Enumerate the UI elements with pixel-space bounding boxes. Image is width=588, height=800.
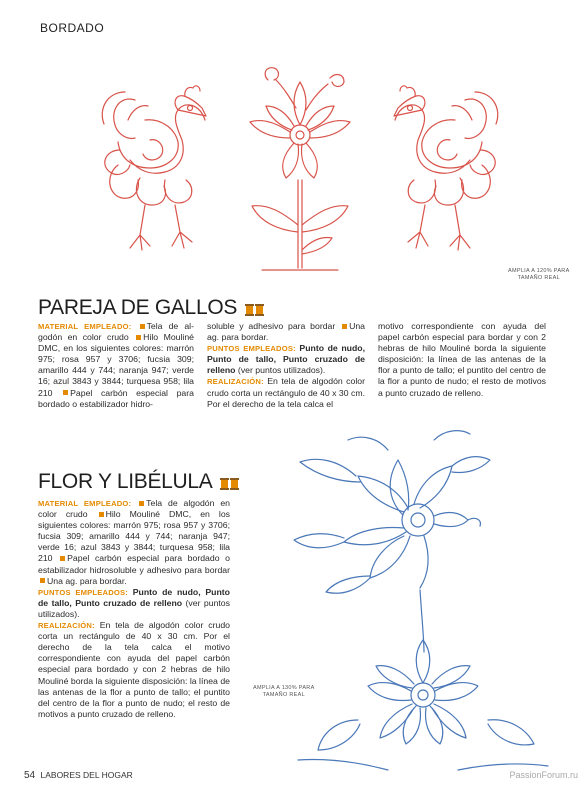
article2-body	[38, 498, 230, 720]
article1-stitches-rest: (ver puntos utilizados).	[237, 365, 326, 376]
article1-col3	[378, 321, 546, 399]
scale-note-1-line2: TAMAÑO REAL	[517, 275, 560, 281]
article1-title: PAREJA DE GALLOS	[38, 296, 238, 319]
article2-material-1: Tela de algodón en color crudo	[38, 498, 230, 520]
article2-material-3: Papel carbón especial para bordado o estabilizador hidrosoluble y adhesivo para bordar	[38, 553, 230, 575]
article1-material-3: Papel carbón especial para bordado o estabilizador hidro-	[38, 387, 194, 409]
article2-realization-label: REALIZACIÓN:	[38, 621, 95, 631]
article2-realization-text: En tela de algodón color crudo corta un rectángulo de 40 x 30 cm. Por el derecho de la tela calca el motivo correspondiente con ayuda del papel carbón especial para bordado y con 2 hebras de hilo Mouliné borda la siguiente disposición: la línea de las antenas de la flor a punto de tallo; el puntito del centro de la flor a punto de nudo; el resto de motivos a punto cruzado de relleno.	[38, 620, 230, 719]
article1-material-label: MATERIAL EMPLEADO:	[38, 322, 132, 331]
article2-stitches-label: PUNTOS EMPLEADOS:	[38, 587, 128, 597]
bullet-square-icon	[342, 324, 347, 329]
article2-stitches-rest: (ver puntos utilizados).	[38, 597, 230, 619]
bullet-square-icon	[99, 512, 104, 517]
scale-note-2-line1: AMPLIA A 130% PARA	[253, 685, 315, 691]
article2-stitches-bold: Punto de nudo, Punto de tallo, Punto cruzado de relleno	[38, 586, 230, 608]
scale-note-2-line2: TAMAÑO REAL	[262, 692, 305, 698]
flower-dragonfly-pattern-illustration	[238, 420, 588, 780]
bullet-square-icon	[63, 390, 68, 395]
bullet-square-icon	[136, 335, 141, 340]
bullet-square-icon	[60, 556, 65, 561]
article1-realization-label: REALIZACIÓN:	[207, 377, 264, 387]
scale-note-1	[508, 268, 570, 282]
article1-realization-text: En tela de algodón color crudo corta un rectángulo de 40 x 30 cm. Por el derecho de la tela calca el	[207, 376, 366, 409]
rooster-pattern-illustration	[0, 0, 588, 300]
lower-flower-motif	[298, 640, 548, 770]
article1-col1	[38, 321, 194, 410]
page-number: 54	[24, 770, 36, 781]
dragonfly-motif	[294, 431, 490, 594]
thread-spools-icon	[245, 304, 265, 316]
article1-heading	[38, 296, 265, 320]
scale-note-2	[253, 685, 315, 699]
left-rooster-motif	[102, 86, 206, 250]
page-footer	[24, 770, 133, 781]
bullet-square-icon	[140, 324, 145, 329]
magazine-name: LABORES DEL HOGAR	[40, 770, 133, 780]
article2-title: FLOR Y LIBÉLULA	[38, 470, 213, 493]
article2-material-4: Una ag. para bordar.	[47, 575, 127, 586]
article2-material-2: Hilo Mouliné DMC, en los siguientes colores: marrón 975; rosa 957 y 3706; fucsia 309; amarillo 444 y 744; naranja 947; verde 16; azul 3843 y 3844; turquesa 958; lila 210	[38, 509, 230, 564]
article2-material-label: MATERIAL EMPLEADO:	[38, 499, 132, 508]
article1-stitches-bold: Punto de nudo, Punto de tallo, Punto cruzado de relleno	[207, 343, 365, 376]
article1-stitches-label: PUNTOS EMPLEADOS:	[207, 344, 296, 354]
article1-col2	[207, 321, 365, 410]
article1-material-3-cont: soluble y adhesivo para bordar	[207, 321, 336, 331]
watermark: PassionForum.ru	[509, 770, 578, 780]
right-rooster-motif	[394, 86, 498, 250]
section-tag: BORDADO	[40, 21, 105, 35]
article1-material-1: Tela de al-godón en color crudo	[38, 321, 194, 343]
bullet-square-icon	[40, 578, 45, 583]
article2-heading	[38, 470, 240, 494]
scale-note-1-line1: AMPLIA A 120% PARA	[508, 268, 570, 274]
center-flower-motif	[250, 68, 350, 270]
article1-material-4: Una ag. para bordar.	[207, 321, 365, 343]
article1-col3-text: motivo correspondiente con ayuda del papel carbón especial para bordar y con 2 hebras de hilo Mouliné borda la siguiente disposición: la línea de las antenas de la flor a punto de tallo; el puntito del centro de la flor a punto de nudo; el resto de motivos a punto cruzado de relleno.	[378, 321, 546, 398]
thread-spools-icon	[220, 478, 240, 490]
bullet-square-icon	[139, 501, 144, 506]
article1-material-2: Hilo Mouliné DMC, en los siguientes colores: marrón 975; rosa 957 y 3706; fucsia 309; amarillo 444 y 744; naranja 947; verde 16; azul 3843 y 3844; turquesa 958; lila 210	[38, 332, 195, 398]
